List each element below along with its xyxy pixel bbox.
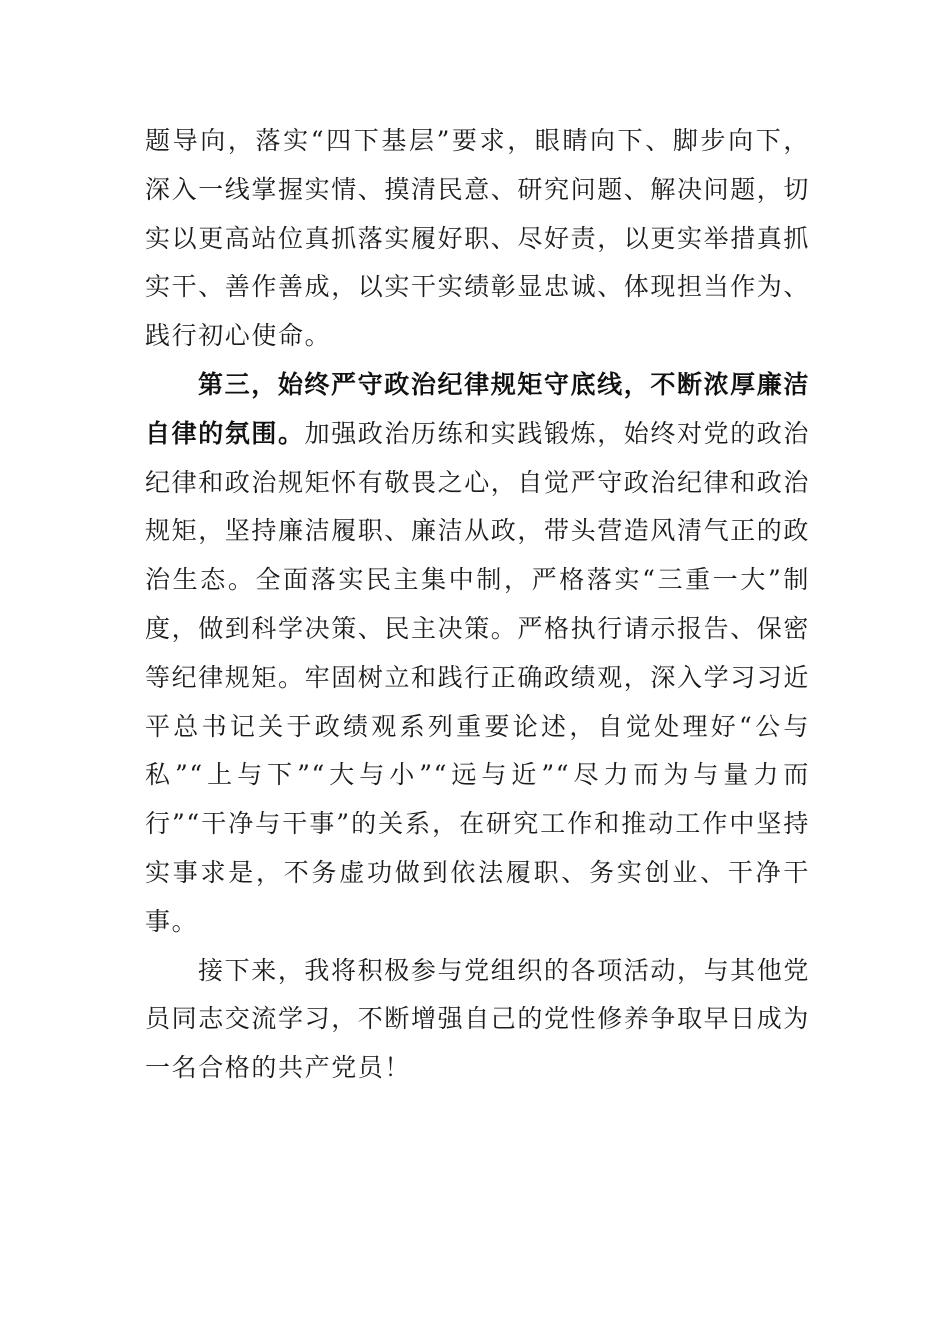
document-body	[145, 117, 810, 1093]
paragraph-third-point	[145, 361, 810, 947]
paragraph-closing	[145, 947, 810, 1093]
paragraph-continued	[145, 117, 810, 361]
paragraph-text: 接下来，我将积极参与党组织的各项活动，与其他党员同志交流学习，不断增强自己的党性修养争取早日成为一名合格的共产党员！	[145, 955, 811, 1083]
paragraph-heading: 第三，始终严守政治纪律规矩守底线，不断浓厚廉洁自律的氛围。	[145, 369, 810, 448]
paragraph-text: 题导向，落实“四下基层”要求，眼睛向下、脚步向下，深入一线掌握实情、摸清民意、研究问题、解决问题，切实以更高站位真抓落实履好职、尽好责，以更实举措真抓实干、善作善成，以实干实绩彰显忠诚、体现担当作为、践行初心使命。	[145, 126, 811, 351]
paragraph-text: 加强政治历练和实践锻炼，始终对党的政治纪律和政治规矩怀有敬畏之心，自觉严守政治纪律和政治规矩，坚持廉洁履职、廉洁从政，带头营造风清气正的政治生态。全面落实民主集中制，严格落实“三重一大”制度，做到科学决策、民主决策。严格执行请示报告、保密等纪律规矩。牢固树立和践行正确政绩观，深入学习习近平总书记关于政绩观系列重要论述，自觉处理好“公与私”“上与下”“大与小”“远与近”“尽力而为与量力而行”“干净与干事”的关系，在研究工作和推动工作中坚持实事求是，不务虚功做到依法履职、务实创业、干净干事。	[145, 418, 811, 936]
